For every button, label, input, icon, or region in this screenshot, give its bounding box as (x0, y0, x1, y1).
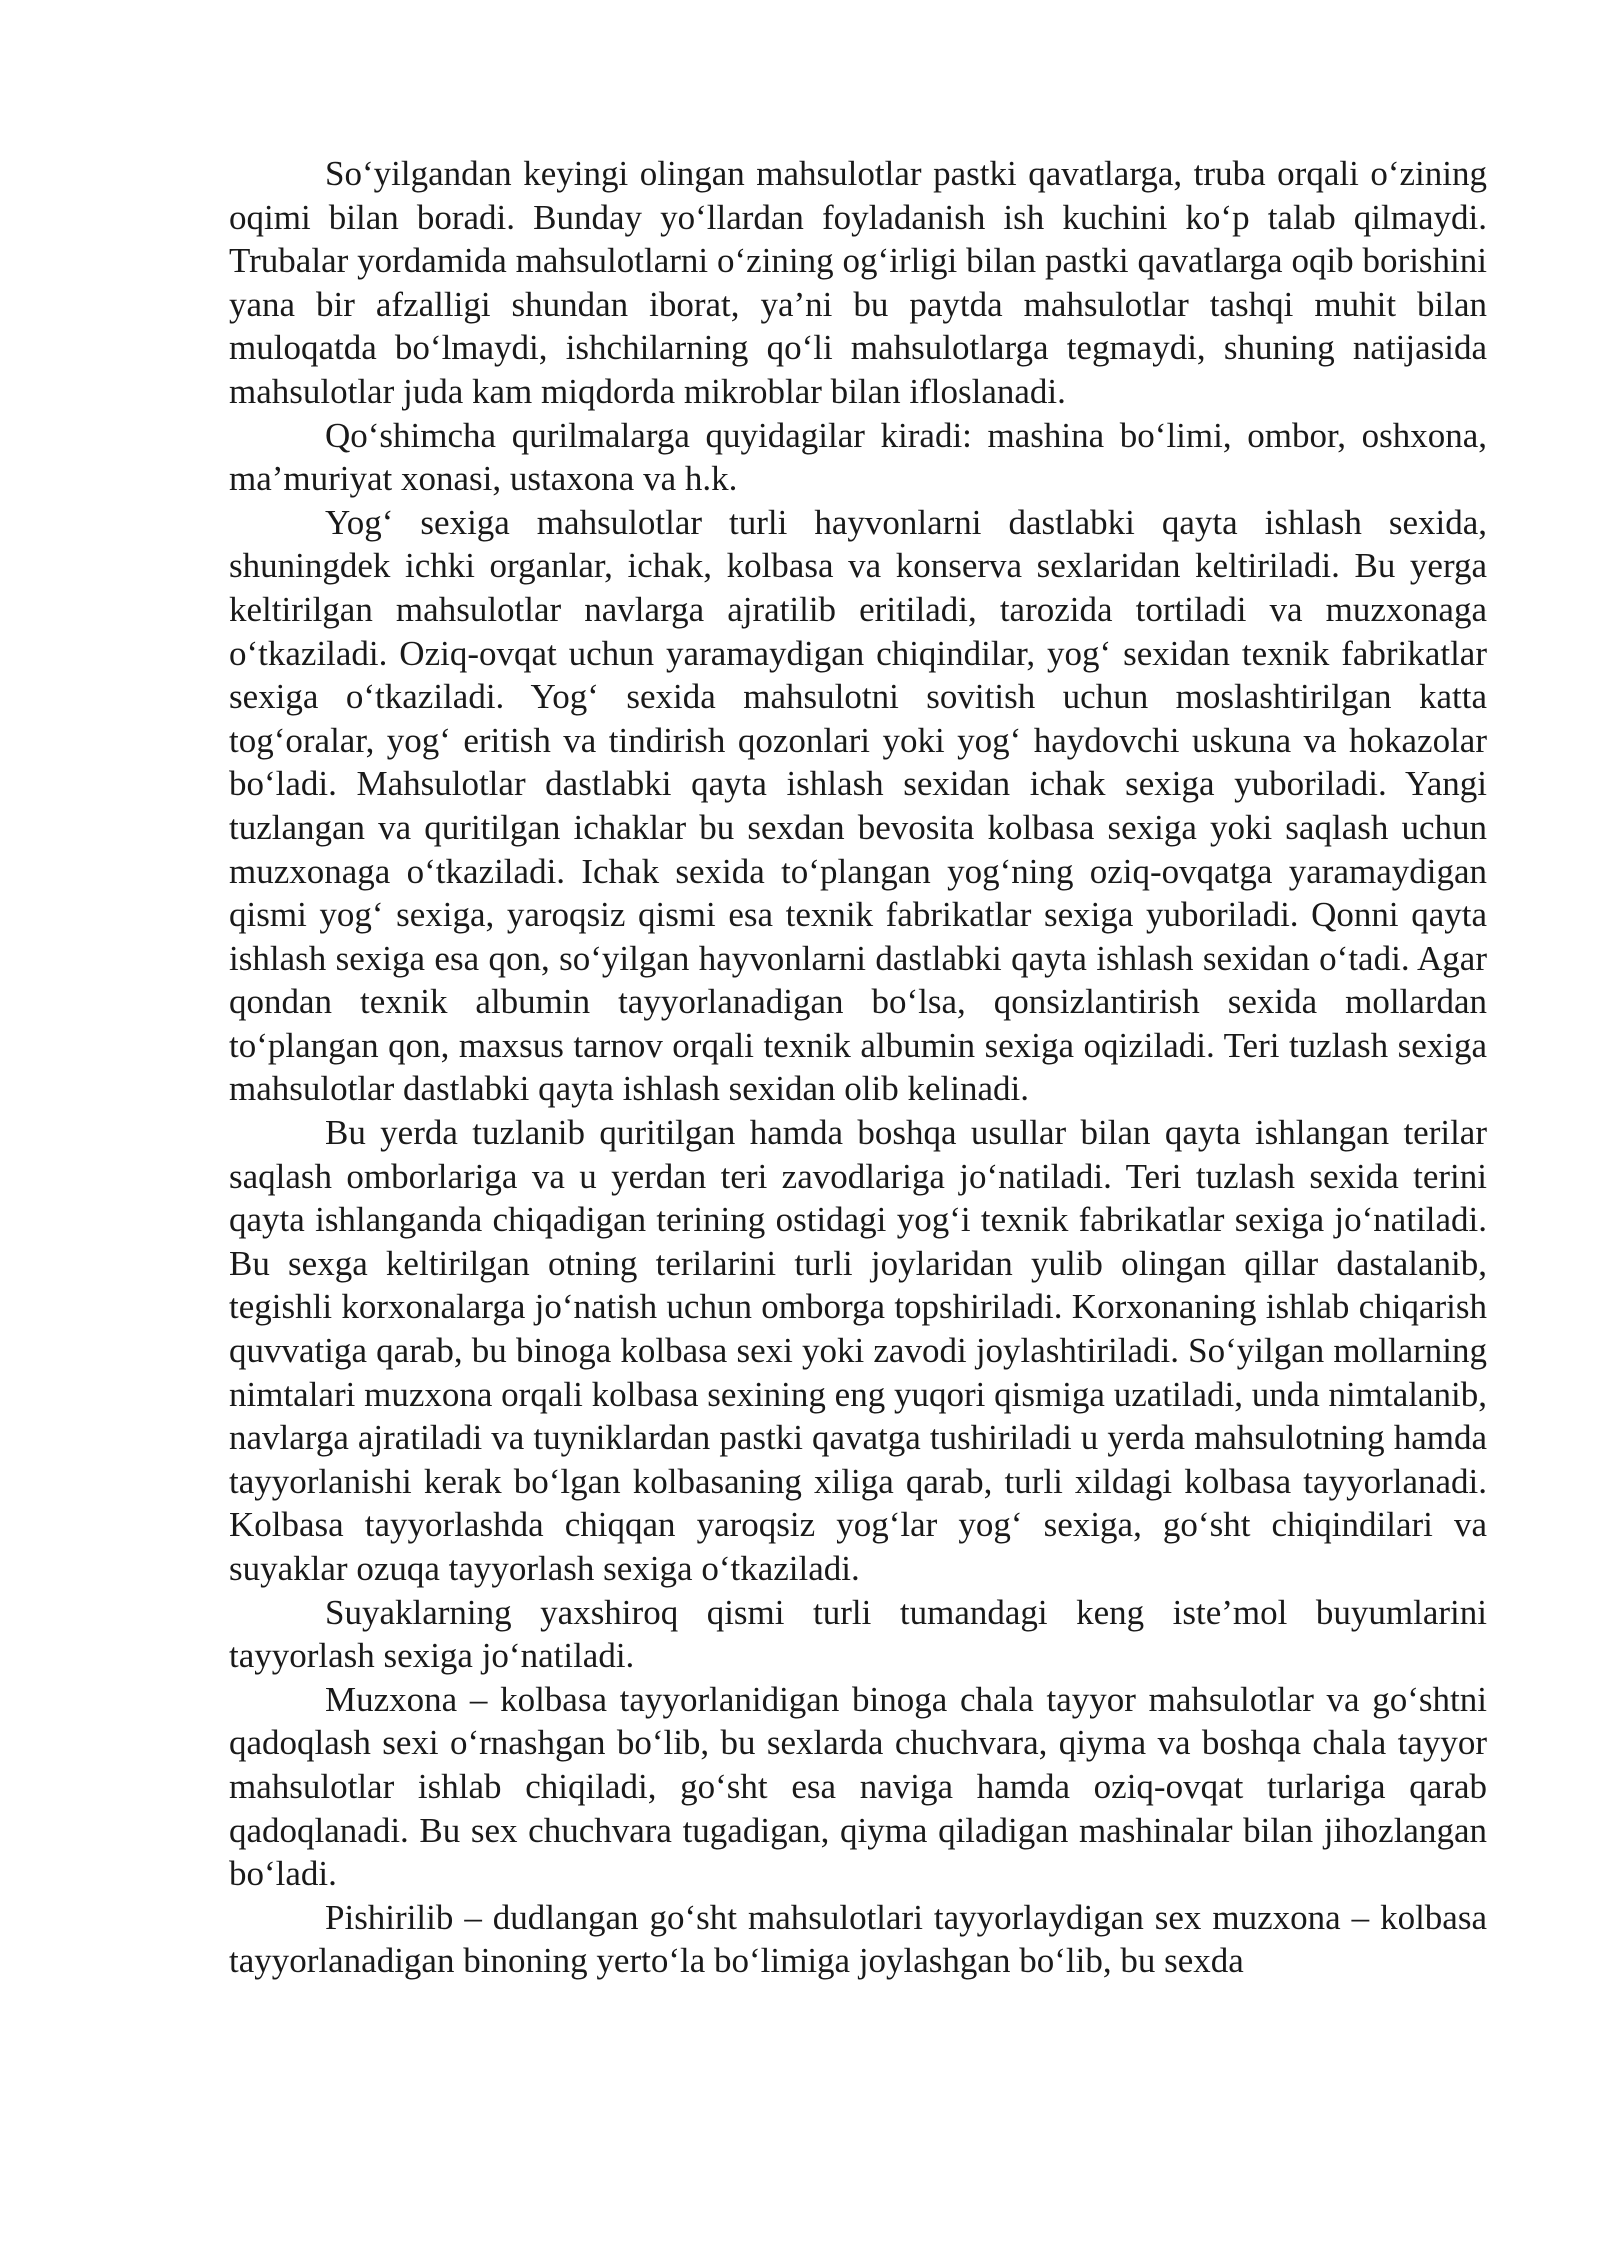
paragraph-1: So‘yilgandan keyingi olingan mahsulotlar pastki qavatlarga, truba orqali o‘zining oqimi bilan boradi. Bunday yo‘llardan foyladanish ish kuchini ko‘p talab qilmaydi. Trubalar yordamida mahsulotlarni o‘zining og‘irligi bilan pastki qavatlarga oqib borishini yana bir afzalligi shundan iborat, ya’ni bu paytda mahsulotlar tashqi muhit bilan muloqatda bo‘lmaydi, ishchilarning qo‘li mahsulotlarga tegmaydi, shuning natijasida mahsulotlar juda kam miqdorda mikroblar bilan ifloslanadi. (229, 154, 1487, 411)
paragraph-5: Suyaklarning yaxshiroq qismi turli tumandagi keng iste’mol buyumlarini tayyorlash sexiga jo‘natiladi. (229, 1592, 1487, 1676)
paragraph-7: Pishirilib – dudlangan go‘sht mahsulotlari tayyorlaydigan sex muzxona – kolbasa tayyorlanadigan binoning yerto‘la bo‘limiga joylashgan bo‘lib, bu sexda (229, 1897, 1487, 1981)
paragraph-2: Qo‘shimcha qurilmalarga quyidagilar kiradi: mashina bo‘limi, ombor, oshxona, ma’muriyat xonasi, ustaxona va h.k. (229, 415, 1487, 499)
paragraph-6: Muzxona – kolbasa tayyorlanidigan binoga chala tayyor mahsulotlar va go‘shtni qadoqlash sexi o‘rnashgan bo‘lib, bu sexlarda chuchvara, qiyma va boshqa chala tayyor mahsulotlar ishlab chiqiladi, go‘sht esa naviga hamda oziq-ovqat turlariga qarab qadoqlanadi. Bu sex chuchvara tugadigan, qiyma qiladigan mashinalar bilan jihozlangan bo‘ladi. (229, 1679, 1487, 1894)
paragraph-4: Bu yerda tuzlanib quritilgan hamda boshqa usullar bilan qayta ishlangan terilar saqlash omborlariga va u yerdan teri zavodlariga jo‘natiladi. Teri tuzlash sexida terini qayta ishlanganda chiqadigan terining ostidagi yog‘i texnik fabrikatlar sexiga jo‘natiladi. Bu sexga keltirilgan otning terilarini turli joylaridan yulib olingan qillar dastalanib, tegishli korxonalarga jo‘natish uchun omborga topshiriladi. Korxonaning ishlab chiqarish quvvatiga qarab, bu binoga kolbasa sexi yoki zavodi joylashtiriladi. So‘yilgan mollarning nimtalari muzxona orqali kolbasa sexining eng yuqori qismiga uzatiladi, unda nimtalanib, navlarga ajratiladi va tuyniklardan pastki qavatga tushiriladi u yerda mahsulotning hamda tayyorlanishi kerak bo‘lgan kolbasaning xiliga qarab, turli xildagi kolbasa tayyorlanadi. Kolbasa tayyorlashda chiqqan yaroqsiz yog‘lar yog‘ sexiga, go‘sht chiqindilari va suyaklar ozuqa tayyorlash sexiga o‘tkaziladi. (229, 1113, 1487, 1588)
body-text (229, 152, 1487, 1983)
paragraph-3: Yog‘ sexiga mahsulotlar turli hayvonlarni dastlabki qayta ishlash sexida, shuningdek ichki organlar, ichak, kolbasa va konserva sexlaridan keltiriladi. Bu yerga keltirilgan mahsulotlar navlarga ajratilib eritiladi, tarozida tortiladi va muzxonaga o‘tkaziladi. Oziq-ovqat uchun yaramaydigan chiqindilar, yog‘ sexidan texnik fabrikatlar sexiga o‘tkaziladi. Yog‘ sexida mahsulotni sovitish uchun moslashtirilgan katta tog‘oralar, yog‘ eritish va tindirish qozonlari yoki yog‘ haydovchi uskuna va hokazolar bo‘ladi. Mahsulotlar dastlabki qayta ishlash sexidan ichak sexiga yuboriladi. Yangi tuzlangan va quritilgan ichaklar bu sexdan bevosita kolbasa sexiga yoki saqlash uchun muzxonaga o‘tkaziladi. Ichak sexida to‘plangan yog‘ning oziq-ovqatga yaramaydigan qismi yog‘ sexiga, yaroqsiz qismi esa texnik fabrikatlar sexiga yuboriladi. Qonni qayta ishlash sexiga esa qon, so‘yilgan hayvonlarni dastlabki qayta ishlash sexidan o‘tadi. Agar qondan texnik albumin tayyorlanadigan bo‘lsa, qonsizlantirish sexida mollardan to‘plangan qon, maxsus tarnov orqali texnik albumin sexiga oqiziladi. Teri tuzlash sexiga mahsulotlar dastlabki qayta ishlash sexidan olib kelinadi. (229, 502, 1487, 1109)
